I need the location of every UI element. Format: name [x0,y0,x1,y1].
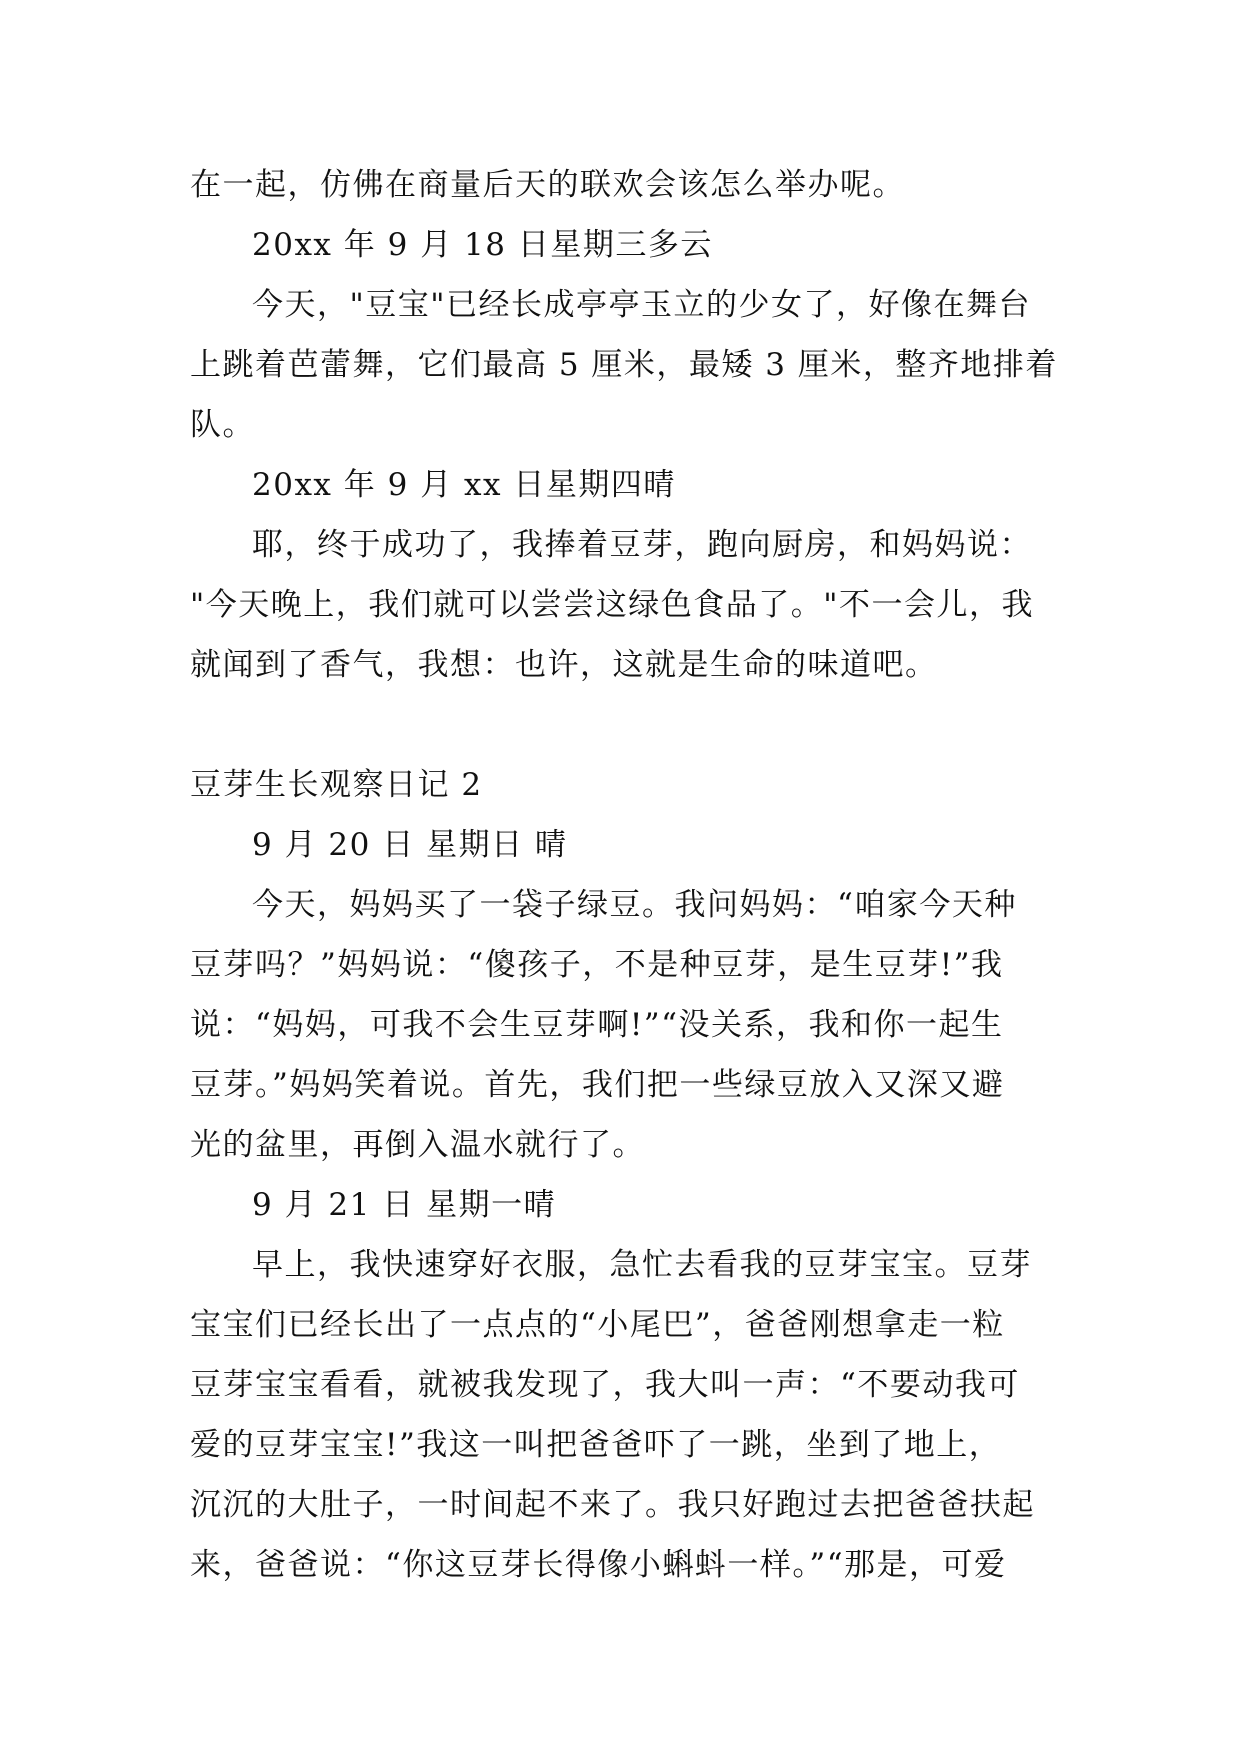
text-line: 豆芽宝宝看看，就被我发现了，我大叫一声：“不要动我可 [190,1367,1020,1403]
section-gap [190,695,1052,755]
text-line: 宝宝们已经长出了一点点的“小尾巴”，爸爸刚想拿走一粒 [190,1307,1005,1343]
text-line: 沉沉的大肚子，一时间起不来了。我只好跑过去把爸爸扶起 [190,1487,1035,1523]
text-line: 来，爸爸说：“你这豆芽长得像小蝌蚪一样。”“那是，可爱 [190,1547,1007,1583]
text-line: 豆芽吗？”妈妈说：“傻孩子，不是种豆芽，是生豆芽!”我 [190,947,1004,983]
text-line: 在一起，仿佛在商量后天的联欢会该怎么举办呢。 [190,167,905,203]
text-line: 今天，妈妈买了一袋子绿豆。我问妈妈：“咱家今天种 [252,887,1017,923]
diary-date: 20xx 年 9 月 18 日星期三多云 [252,227,713,263]
text-line: 光的盆里，再倒入温水就行了。 [190,1127,645,1163]
text-line: 豆芽。”妈妈笑着说。首先，我们把一些绿豆放入又深又避 [190,1067,1005,1103]
text-line: 早上，我快速穿好衣服，急忙去看我的豆芽宝宝。豆芽 [252,1247,1032,1283]
document-body [190,155,1058,1595]
text-line: "今天晚上，我们就可以尝尝这绿色食品了。"不一会儿，我 [190,587,1035,623]
text-line: 今天，"豆宝"已经长成亭亭玉立的少女了，好像在舞台 [252,287,1032,323]
text-line: 上跳着芭蕾舞，它们最高 5 厘米，最矮 3 厘米，整齐地排着 [190,347,1058,383]
diary-date: 9 月 20 日 星期日 晴 [252,827,568,863]
diary-date: 20xx 年 9 月 xx 日星期四晴 [252,467,676,503]
section-title: 豆芽生长观察日记 2 [190,767,483,803]
text-line: 耶，终于成功了，我捧着豆芽，跑向厨房，和妈妈说： [252,527,1032,563]
diary-date: 9 月 21 日 星期一晴 [252,1187,557,1223]
text-line: 就闻到了香气，我想：也许，这就是生命的味道吧。 [190,647,938,683]
text-line: 爱的豆芽宝宝!”我这一叫把爸爸吓了一跳，坐到了地上， [190,1427,1002,1463]
text-line: 说：“妈妈，可我不会生豆芽啊!”“没关系，我和你一起生 [190,1007,1004,1043]
text-line: 队。 [190,407,255,443]
